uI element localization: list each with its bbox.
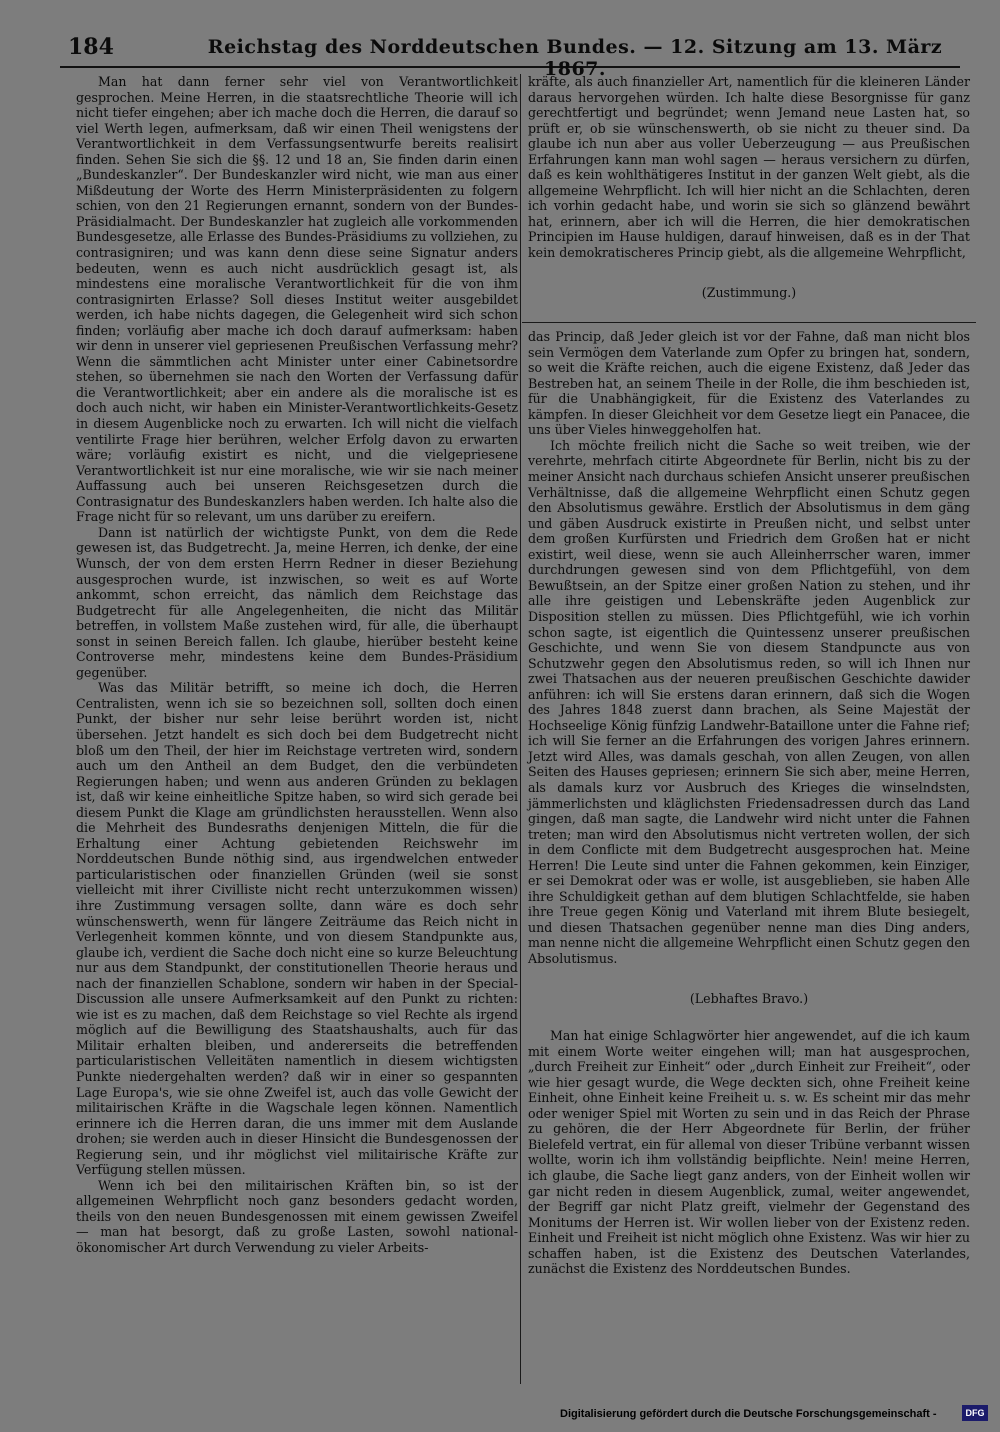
right-column — [528, 74, 970, 1277]
paragraph: Man hat einige Schlagwörter hier angewendet, auf die ich kaum mit einem Worte weiter eingehen will; man hat ausgesprochen, „durch Freiheit zur Einheit“ oder „durch Einheit zur Freiheit“, oder wie hier gesagt wurde, die Wege deckten sich, ohne Freiheit keine Einheit, ohne Einheit keine Freiheit u. s. w. Es scheint mir das mehr oder weniger Spiel mit Worten zu sein und in das Reich der Phrase zu gehören, die der Herr Abgeordnete für Berlin, der früher Bielefeld vertrat, ein für allemal von dieser Tribüne verbannt wissen wollte, worin ich ihm vollständig beipflichte. Nein! meine Herren, ich glaube, die Sache liegt ganz anders, von der Einheit wollen wir gar nicht reden in diesem Augenblick, zumal, weiter angewendet, der Begriff gar nicht Platz greift, vielmehr der Gegenstand des Monitums der Herren ist. Wir wollen lieber von der Existenz reden. Einheit und Freiheit ist nicht möglich ohne Existenz. Was wir hier zu schaffen haben, ist die Existenz des Deutschen Vaterlandes, zunächst die Existenz des Norddeutschen Bundes. — [528, 1028, 970, 1277]
column-divider — [520, 74, 521, 1384]
digitization-credit: Digitalisierung gefördert durch die Deutsche Forschungsgemeinschaft - — [560, 1408, 937, 1420]
paragraph: das Princip, daß Jeder gleich ist vor der Fahne, daß man nicht blos sein Vermögen dem Vaterlande zum Opfer zu bringen hat, sondern, so weit die Kräfte reichen, auch die eigene Existenz, daß Jeder das Bestreben hat, an seinem Theile in der Rolle, die ihm beschieden ist, für die Unabhängigkeit, für die Existenz des Vaterlandes zu kämpfen. In dieser Gleichheit vor dem Gesetze liegt ein Panacee, die uns über Vieles hinweggeholfen hat. — [528, 329, 970, 438]
interjection: (Zustimmung.) — [701, 284, 797, 300]
paragraph: Wenn ich bei den militairischen Kräften bin, so ist der allgemeinen Wehrpflicht noch ganz besonders gedacht worden, theils von den neuen Bundesgenossen mit einem gewissen Zweifel — man hat besorgt, daß zu große Lasten, sowohl national-ökonomischer Art durch Verwendung zu vieler Arbeits- — [76, 1177, 518, 1256]
dfg-logo: DFG — [962, 1405, 988, 1421]
interjection: (Lebhaftes Bravo.) — [689, 990, 809, 1006]
page-number: 184 — [68, 34, 114, 60]
paragraph: Was das Militär betrifft, so meine ich doch, die Herren Centralisten, wenn ich sie so bezeichnen soll, sollten doch einen Punkt, der bisher nur sehr leise berührt worden ist, nicht übersehen. Jetzt handelt es sich doch bei dem Budgetrecht nicht bloß um den Theil, der hier im Reichstage vertreten wird, sondern auch um den Antheil an dem Budget, den die verbündeten Regierungen haben; und wenn aus anderen Gründen zu beklagen ist, daß wir keine einheitliche Spitze haben, so wird sich gerade bei diesem Punkt die Klage am gründlichsten herausstellen. Wenn also die Mehrheit des Bundesraths denjenigen Mitteln, die für die Erhaltung einer Achtung gebietenden Reichswehr im Norddeutschen Bunde nöthig sind, aus irgendwelchen entweder particularistischen oder finanziellen Gründen (weil sie sonst vielleicht mit ihrer Civilliste nicht recht unterzukommen wissen) ihre Zustimmung versagen sollte, dann wäre es doch sehr wünschenswerth, wenn für längere Zeiträume das Reich nicht in Verlegenheit kommen könnte, und von diesem Standpunkte aus, glaube ich, verdient die Sache doch nicht eine so kurze Beleuchtung nur aus dem Standpunkt, der constitutionellen Theorie heraus und nach der finanziellen Schablone, sondern wir haben in der Special-Discussion alle unsere Aufmerksamkeit auf den Punkt zu richten: wie ist es zu machen, daß dem Reichstage so viel Rechte als irgend möglich auf die Bewilligung des Staatshaushalts, auch für das Militair erhalten bleiben, und andererseits die betreffenden particularistischen Velleitäten namentlich in diesem wichtigsten Punkte niedergehalten werden? daß wir in einer so gespannten Lage Europa's, wie sie ohne Zweifel ist, auch das volle Gewicht der militairischen Kräfte in die Wagschale legen können. Namentlich erinnere ich die Herren daran, die uns immer mit dem Auslande drohen; sie werden auch in dieser Hinsicht die Bundesgenossen der Regierung sein, und ihr möglichst viel militairische Kräfte zur Verfügung stellen müssen. — [76, 680, 518, 1178]
paragraph: Ich möchte freilich nicht die Sache so weit treiben, wie der verehrte, mehrfach citirte Abgeordnete für Berlin, nicht bis zu der meiner Ansicht nach durchaus schiefen Ansicht unserer preußischen Verhältnisse, daß die allgemeine Wehrpflicht einen Schutz gegen den Absolutismus gewähre. Erstlich der Absolutismus in dem gäng und gäben Ausdruck existirte in Preußen nicht, und selbst unter dem großen Kurfürsten und Friedrich dem Großen hat er nicht existirt, weil diese, wenn sie auch Alleinherrscher waren, immer durchdrungen gewesen sind von dem Pflichtgefühl, von dem Bewußtsein, an der Spitze einer großen Nation zu stehen, und ihr alle ihre geistigen und Lebenskräfte jeden Augenblick zur Disposition stellen zu müssen. Dies Pflichtgefühl, wie ich vorhin schon sagte, ist eigentlich die Quintessenz unserer preußischen Geschichte, und wenn Sie von diesem Standpuncte aus von Schutzwehr gegen den Absolutismus reden, so will ich Ihnen nur zwei Thatsachen aus der neueren preußischen Geschichte dawider anführen: ich will Sie erstens daran erinnern, daß sich die Wogen des Jahres 1848 zuerst dann brachen, als Seine Majestät der Hochseelige König fünfzig Landwehr-Bataillone unter die Fahne rief; ich will Sie ferner an die Erfahrungen des vorigen Jahres erinnern. Jetzt wird Alles, was damals geschah, von allen Zeugen, von allen Seiten des Hauses gepriesen; erinnern Sie sich aber, meine Herren, als damals kurz vor Ausbruch des Krieges die winselndsten, jämmerlichsten und kläglichsten Friedensadressen durch das Land gingen, daß man sagte, die Landwehr wird nicht unter die Fahnen treten; man wird den Absolutismus nicht vertreten wollen, der sich in dem Conflicte mit dem Budgetrecht ausgesprochen hat. Meine Herren! Die Leute sind unter die Fahnen gekommen, kein Einziger, er sei Demokrat oder was er wolle, ist ausgeblieben, sie haben Alle ihre Schuldigkeit gethan auf dem blutigen Schlachtfelde, sie haben ihre Treue gegen König und Vaterland mit ihrem Blute besiegelt, und diesen Thatsachen gegenüber nenne man dies Ding anders, man nenne nicht die allgemeine Wehrpflicht einen Schutz gegen den Absolutismus. — [528, 437, 970, 966]
paragraph: kräfte, als auch finanzieller Art, namentlich für die kleineren Länder daraus hervorgehen würden. Ich halte diese Besorgnisse für ganz gerechtfertigt und begründet; wenn Jemand neue Lasten hat, so prüft er, ob sie wünschenswerth, ob sie nicht zu theuer sind. Da glaube ich nun aber aus voller Ueberzeugung — aus Preußischen Erfahrungen kann man wohl sagen — heraus versichern zu dürfen, daß es kein wohlthätigeres Institut in der ganzen Welt giebt, als die allgemeine Wehrpflicht. Ich will hier nicht an die Schlachten, deren ich vorhin gedacht habe, und worin sie sich so glänzend bewährt hat, erinnern, aber ich will die Herren, die hier demokratischen Principien im Hause huldigen, darauf hinweisen, daß es in der That kein demokratischeres Princip giebt, als die allgemeine Wehrpflicht, — [528, 74, 970, 261]
section-rule — [522, 322, 976, 323]
paragraph: Man hat dann ferner sehr viel von Verantwortlichkeit gesprochen. Meine Herren, in die staatsrechtliche Theorie will ich nicht tiefer eingehen; aber ich mache doch die Herren, die darauf so viel Werth legen, aufmerksam, daß wir einen Theil wenigstens der Verantwortlichkeit in dem Verfassungsentwurfe bereits realisirt finden. Sehen Sie sich die §§. 12 und 18 an, Sie finden darin einen „Bundeskanzler“. Der Bundeskanzler wird nicht, wie man aus einer Mißdeutung der Worte des Herrn Ministerpräsidenten zu folgern schien, von den 21 Regierungen ernannt, sondern von der Bundes-Präsidialmacht. Der Bundeskanzler hat zugleich alle vorkommenden Bundesgesetze, alle Erlasse des Bundes-Präsidiums zu vollziehen, zu contrasigniren; und was kann denn diese seine Signatur anders bedeuten, wenn es auch nicht ausdrücklich gesagt ist, als mindestens eine moralische Verantwortlichkeit für die von ihm contrasignirten Erlasse? Soll dieses Institut weiter ausgebildet werden, ich habe nichts dagegen, die Gelegenheit wird sich schon finden; vorläufig aber mache ich doch darauf aufmerksam: haben wir denn in unserer viel gepriesenen Preußischen Verfassung mehr? Wenn die sämmtlichen acht Minister unter einer Cabinetsordre stehen, so übernehmen sie nach den Worten der Verfassung dafür die Verantwortlichkeit; aber ein andere als die moralische ist es doch auch nicht, wir haben ein Minister-Verantwortlichkeits-Gesetz in diesem Augenblicke noch zu erwarten. Ich will nicht die vielfach ventilirte Frage hier berühren, welcher Erfolg davon zu erwarten wäre; vorläufig existirt es nicht, und die vielgepriesene Verantwortlichkeit ist nur eine moralische, wie wir sie nach meiner Auffassung auch bei unseren Reichsgesetzen durch die Contrasignatur des Bundeskanzlers haben werden. Ich halte also die Frage nicht für so relevant, um uns darüber zu ereifern. — [76, 74, 518, 525]
page-header — [60, 32, 960, 80]
paragraph: Dann ist natürlich der wichtigste Punkt, von dem die Rede gewesen ist, das Budgetrecht. Ja, meine Herren, ich denke, der eine Wunsch, der von dem ersten Herrn Redner in dieser Beziehung ausgesprochen wurde, ist inzwischen, so weit es auf Worte ankommt, schon erreicht, das nämlich dem Reichstage das Budgetrecht für alle Angelegenheiten, die nicht das Militär betreffen, in vollstem Maße zustehen wird, für alle, die überhaupt sonst in seinen Bereich fallen. Ich glaube, hierüber besteht keine Controverse mehr, mindestens keine dem Bundes-Präsidium gegenüber. — [76, 524, 518, 680]
left-column — [76, 74, 518, 1256]
running-head: Reichstag des Norddeutschen Bundes. — 12. Sitzung am 13. März 1867. — [207, 36, 943, 80]
